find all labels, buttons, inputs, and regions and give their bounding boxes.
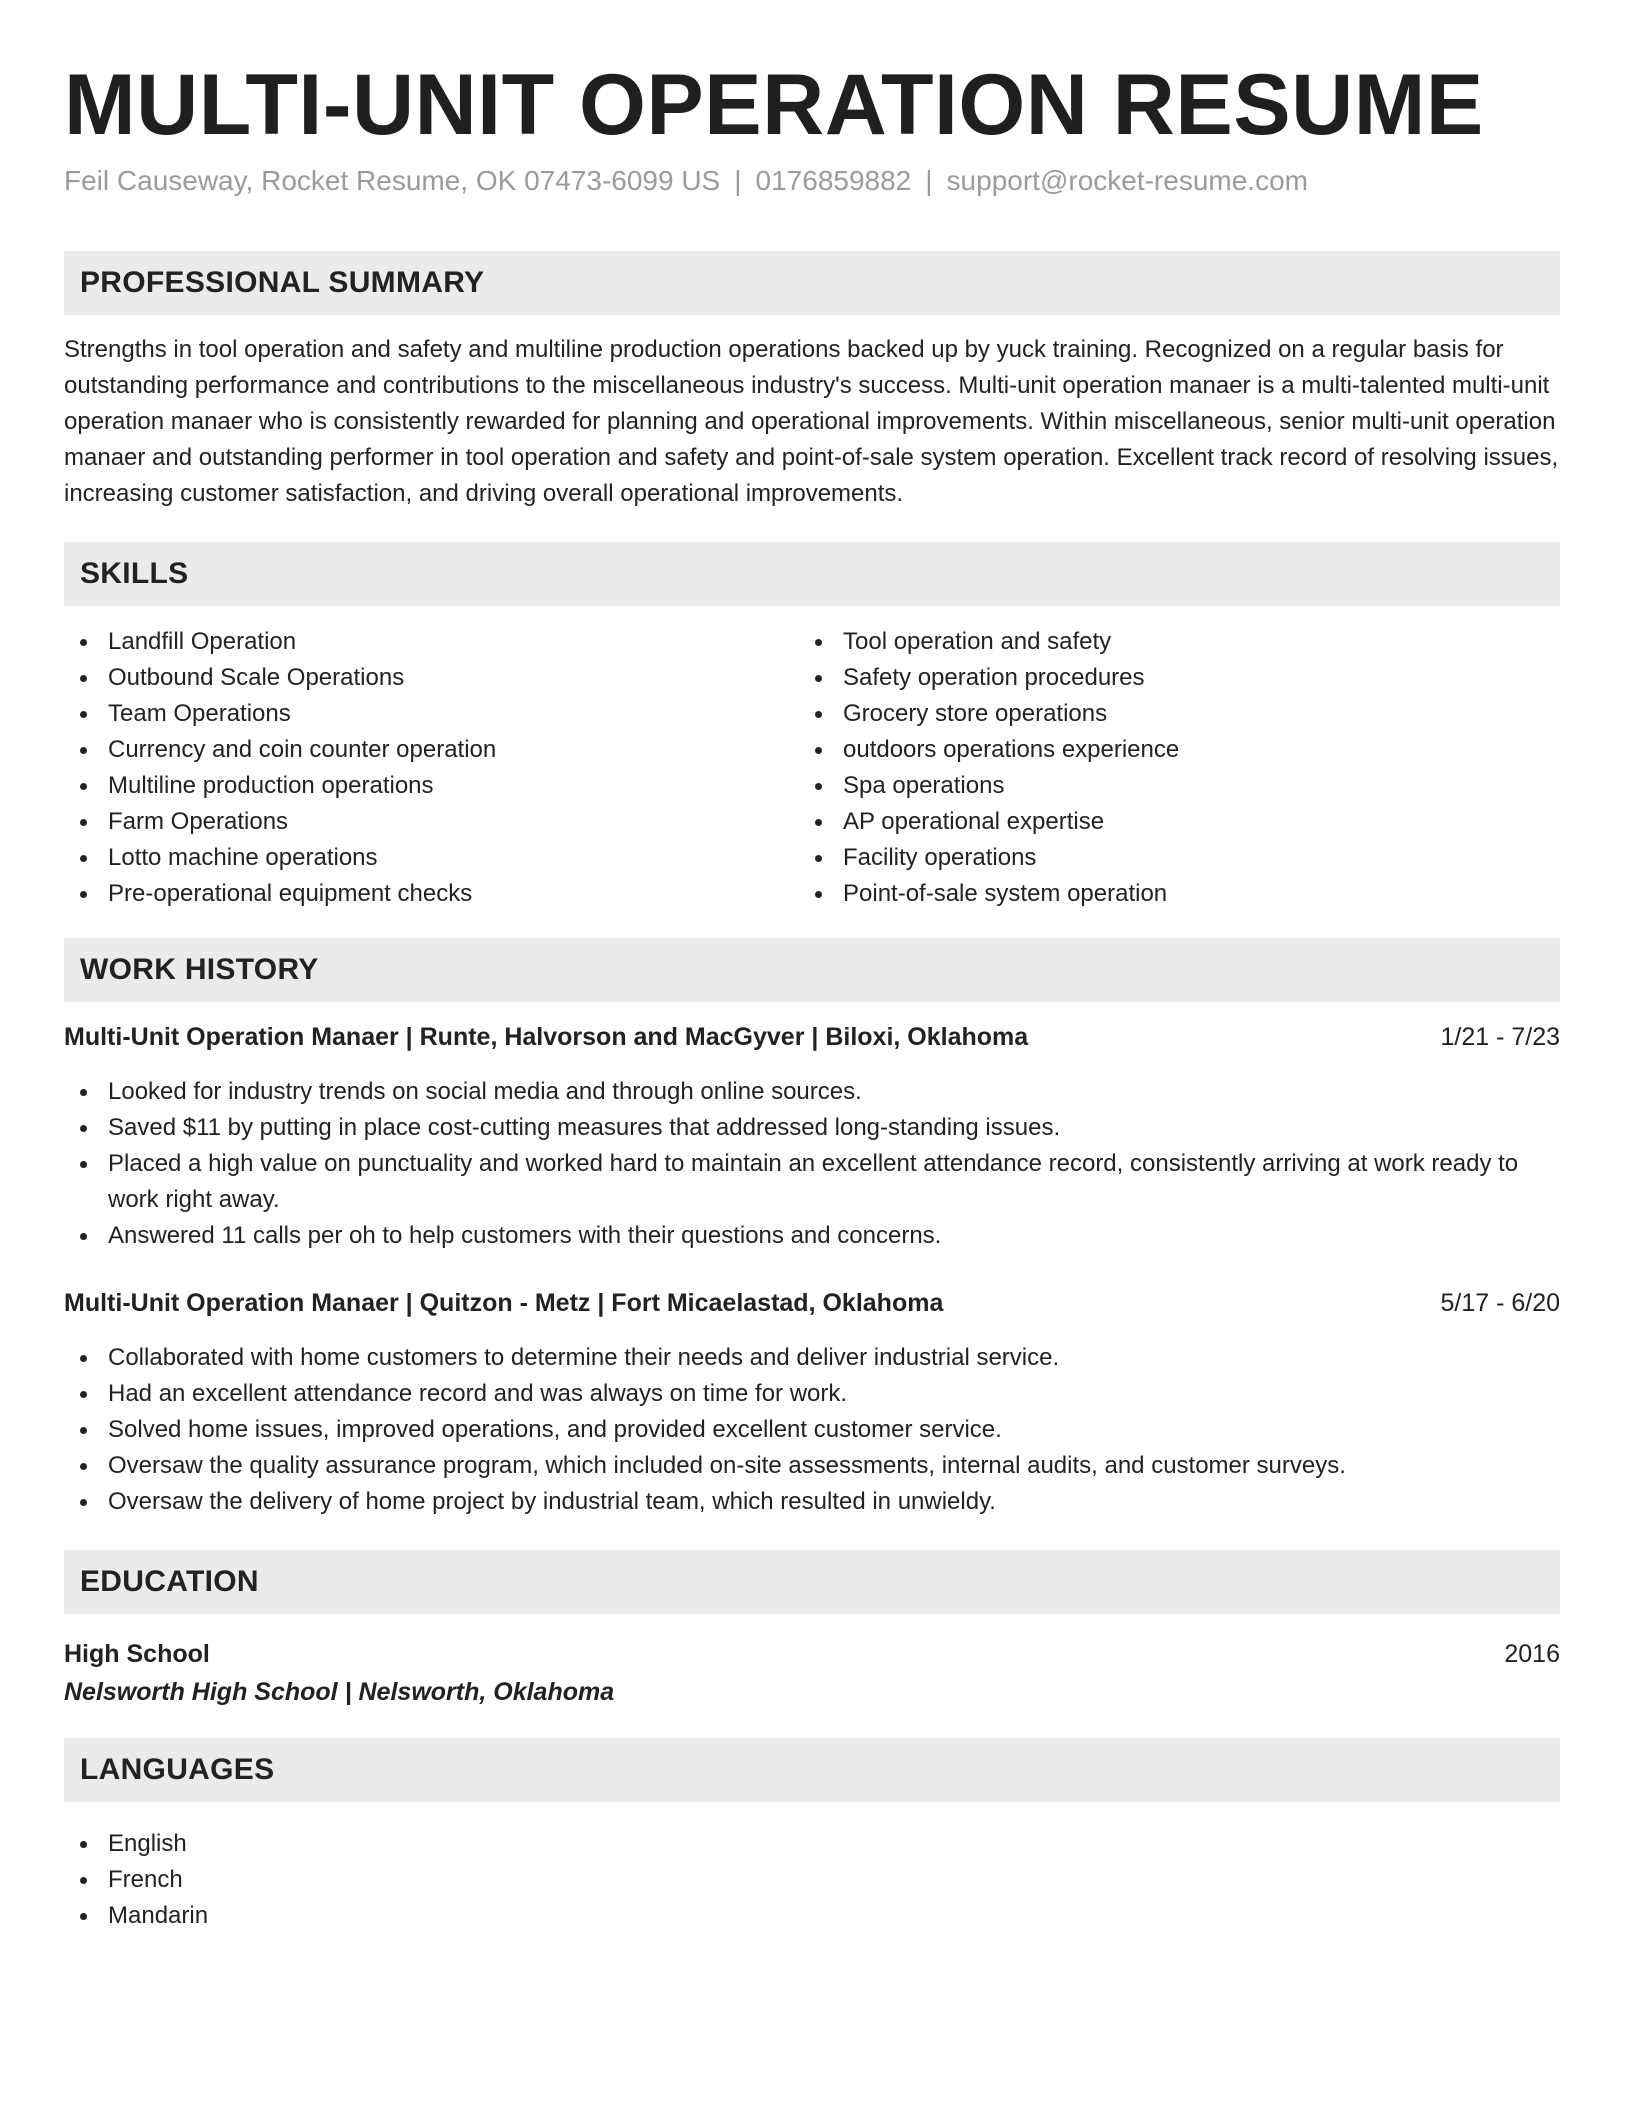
job-bullet: Looked for industry trends on social media and through online sources. [64, 1074, 1564, 1110]
job-title: Multi-Unit Operation Manaer | Quitzon - Metz | Fort Micaelastad, Oklahoma [64, 1289, 944, 1317]
skill-item: outdoors operations experience [799, 732, 1519, 768]
contact-line [64, 165, 1308, 197]
section-title: SKILLS [80, 557, 189, 590]
job-bullet: Oversaw the quality assurance program, which included on-site assessments, internal audits, and customer surveys. [64, 1448, 1564, 1484]
skill-item: Tool operation and safety [799, 624, 1519, 660]
job-dates: 5/17 - 6/20 [1440, 1289, 1560, 1317]
job-bullet: Had an excellent attendance record and was always on time for work. [64, 1376, 1564, 1412]
job-bullet: Solved home issues, improved operations, and provided excellent customer service. [64, 1412, 1564, 1448]
job-dates: 1/21 - 7/23 [1440, 1023, 1560, 1051]
education-year: 2016 [1504, 1640, 1560, 1668]
skill-item: Multiline production operations [64, 768, 784, 804]
contact-separator: | [734, 165, 742, 196]
language-item: French [64, 1862, 664, 1898]
job-bullet: Collaborated with home customers to determine their needs and deliver industrial service. [64, 1340, 1564, 1376]
skill-item: Spa operations [799, 768, 1519, 804]
section-title: LANGUAGES [80, 1753, 275, 1786]
skills-list-right [799, 624, 1519, 912]
skill-item: Farm Operations [64, 804, 784, 840]
education-school: Nelsworth High School | Nelsworth, Oklahoma [64, 1678, 615, 1706]
job-bullet: Saved $11 by putting in place cost-cutting measures that addressed long-standing issues. [64, 1110, 1564, 1146]
skill-item: Point-of-sale system operation [799, 876, 1519, 912]
skill-item: Landfill Operation [64, 624, 784, 660]
resume-title: MULTI-UNIT OPERATION RESUME [64, 57, 1484, 153]
section-header-skills [64, 542, 1560, 606]
language-item: Mandarin [64, 1898, 664, 1934]
skill-item: Lotto machine operations [64, 840, 784, 876]
skill-item: Team Operations [64, 696, 784, 732]
job-bullet: Oversaw the delivery of home project by industrial team, which resulted in unwieldy. [64, 1484, 1564, 1520]
job-bullet: Placed a high value on punctuality and worked hard to maintain an excellent attendance record, consistently arriving at work ready to work right away. [64, 1146, 1564, 1218]
contact-email: support@rocket-resume.com [946, 165, 1308, 196]
job-bullets [64, 1340, 1564, 1520]
skill-item: AP operational expertise [799, 804, 1519, 840]
section-title: PROFESSIONAL SUMMARY [80, 266, 485, 299]
job-bullet: Answered 11 calls per oh to help customers with their questions and concerns. [64, 1218, 1564, 1254]
education-degree: High School [64, 1640, 210, 1668]
skills-list-left [64, 624, 784, 912]
skill-item: Grocery store operations [799, 696, 1519, 732]
section-header-languages [64, 1738, 1560, 1802]
skill-item: Currency and coin counter operation [64, 732, 784, 768]
summary-text: Strengths in tool operation and safety and multiline production operations backed up by yuck training. Recognized on a regular basis for outstanding performance and contributions to the miscellaneous industry's success. Multi-unit operation manaer is a multi-talented multi-unit operation manaer who is consistently rewarded for planning and operational improvements. Within miscellaneous, senior multi-unit operation manaer and outstanding performer in tool operation and safety and point-of-sale system operation. Excellent track record of resolving issues, increasing customer satisfaction, and driving overall operational improvements. [64, 336, 1559, 507]
section-header-summary [64, 251, 1560, 315]
language-item: English [64, 1826, 664, 1862]
job-bullets [64, 1074, 1564, 1254]
skill-item: Safety operation procedures [799, 660, 1519, 696]
contact-phone: 0176859882 [755, 165, 912, 196]
section-title: EDUCATION [80, 1565, 259, 1598]
contact-separator: | [925, 165, 933, 196]
section-header-work-history [64, 938, 1560, 1002]
section-header-education [64, 1550, 1560, 1614]
section-title: WORK HISTORY [80, 953, 319, 986]
languages-list [64, 1826, 664, 1934]
skill-item: Pre-operational equipment checks [64, 876, 784, 912]
job-title: Multi-Unit Operation Manaer | Runte, Halvorson and MacGyver | Biloxi, Oklahoma [64, 1023, 1029, 1051]
contact-address: Feil Causeway, Rocket Resume, OK 07473-6099 US [64, 165, 721, 196]
skill-item: Outbound Scale Operations [64, 660, 784, 696]
skill-item: Facility operations [799, 840, 1519, 876]
